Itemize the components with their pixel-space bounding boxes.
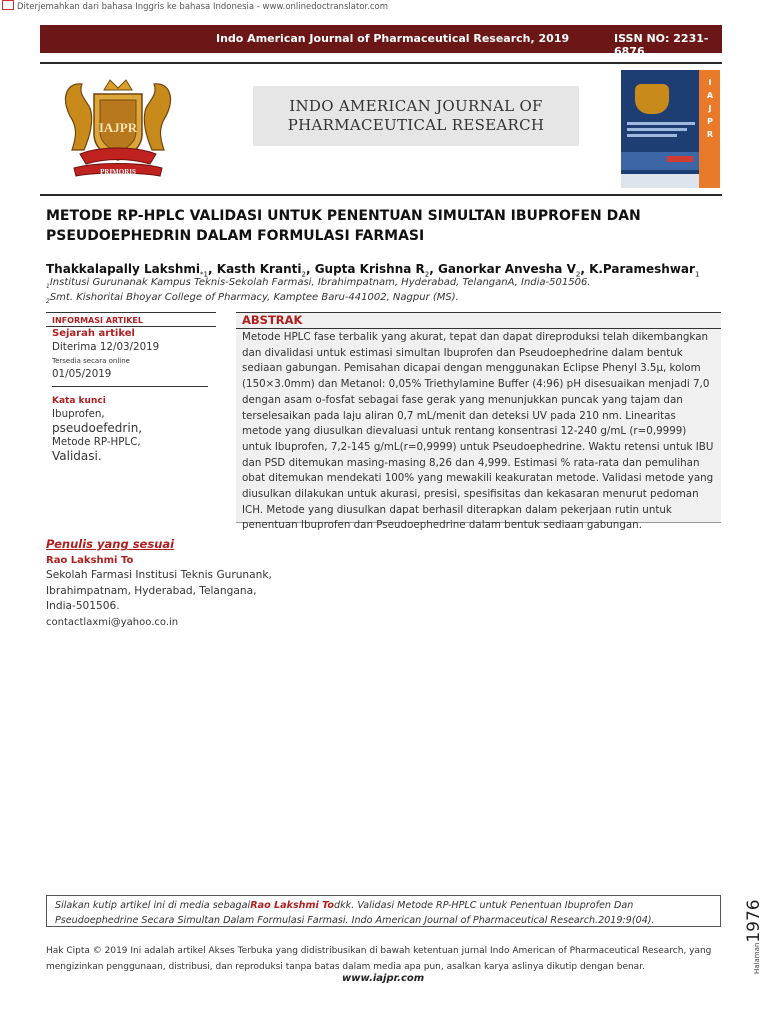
logo-motto: PRIMORIS [100,168,136,176]
page-number [744,884,764,974]
masthead-rule [40,194,722,196]
journal-cover-thumbnail [621,70,720,188]
corresponding-name: Rao Lakshmi To [46,554,134,566]
article-info [46,312,216,463]
online-label: Tersedia secara online [52,357,130,365]
keywords-label: Kata kunci [52,396,106,406]
received-date: Diterima 12/03/2019 [52,341,160,353]
author-name: Kasth Kranti [216,262,302,276]
document-icon [2,0,14,10]
citation-rest: dkk. Validasi Metode RP-HPLC untuk Penentuan Ibuprofen Dan Pseudoephedrine Secara Simultan Dalam Formulasi Farmasi. Indo American Journal of Pharmaceutical Research.2019:9(04). [55,900,655,926]
article-title: METODE RP-HPLC VALIDASI UNTUK PENENTUAN SIMULTAN IBUPROFEN DAN PSEUDOEPHEDRIN DALAM FORMULASI FARMASI [46,208,641,244]
logo-text: IAJPR [98,120,138,135]
journal-title-line1: INDO AMERICAN JOURNAL OF [289,97,543,115]
abstract-section [236,312,721,532]
keyword: pseudoefedrin, [52,421,143,435]
journal-logo [50,76,186,180]
citation-box [46,895,721,927]
author-name: Thakkalapally Lakshmi [46,262,201,276]
abstract-text: Metode HPLC fase terbalik yang akurat, tepat dan dapat direproduksi telah dikembangkan dan divalidasi untuk estimasi simultan Ibuprofen dan Pseudoephedrine dalam bentuk sediaan gabungan. Pemisahan dicapai dengan menggunakan Eclipse Phenyl 3.5μ, kolom (150×3.0mm) dan Metanol: 0,05% Triethylamine Buffer (4:96) pH disesuaikan menjadi 7,0 dengan asam o-fosfat sebagai fase gerak yang menunjukkan puncak yang tajam dan terselesaikan pada laju aliran 0,7 mL/menit dan deteksi UV pada 210 nm. Linearitas metode yang diusulkan dievaluasi untuk rentang konsentrasi 12-240 g/mL (r=0,9999) untuk Ibuprofen, 7,2-145 g/mL(r=0,9999) untuk Pseudoephedrine. Waktu retensi untuk IBU dan PSD ditemukan masing-masing 8,26 dan 4,999. Estimasi % rata-rata dan pemulihan obat ditemukan mendekati 100% yang mewakili keakuratan metode. Validasi metode yang diusulkan dilakukan untuk akurasi, presisi, spesifisitas dan kekasaran menurut pedoman ICH. Metode yang diusulkan dapat berhasil diterapkan dalam pekerjaan rutin untuk penentuan Ibuprofen dan Pseudoephedrine dalam bentuk sediaan gabungan. [242,331,714,532]
corresponding-author [46,537,272,630]
citation-author: Rao Lakshmi To [250,900,335,911]
top-rule [40,62,722,64]
author-name: Ganorkar Anvesha V [437,262,576,276]
cover-letters: I A J P R [706,78,714,139]
corresponding-address-line: Sekolah Farmasi Institusi Teknis Gurunank, [46,569,272,581]
journal-title-line2: PHARMACEUTICAL RESEARCH [287,116,545,134]
corresponding-address-line: Ibrahimpatnam, Hyderabad, Telangana, [46,584,257,597]
page-label: Halaman [753,942,761,974]
page-number-value: 1976 [744,899,764,943]
translation-notice[interactable]: Diterjemahkan dari bahasa Inggris ke bahasa Indonesia - www.onlinedoctranslator.com [0,0,388,12]
copyright-notice: Hak Cipta © 2019 Ini adalah artikel Akses Terbuka yang didistribusikan di bawah ketentuan jurnal Indo American of Pharmaceutical Research, yang mengizinkan penggunaan, distribusi, dan reproduksi tanpa batas dalam media apa pun, asalkan karya aslinya dikutip dengan benar. [46,946,712,972]
citation-prefix: Silakan kutip artikel ini di media sebagai [55,900,251,911]
online-date: 01/05/2019 [52,368,112,380]
abstract-heading: ABSTRAK [242,313,303,327]
author-list: Thakkalapally Lakshmi$_{*1}$, Kasth Kranti$_2$, Gupta Krishna $R_2$, Ganorkar Anvesha $V_2$, K.Parameshwar$_1$ [46,262,700,279]
issn: ISSN NO: 2231-6876 [614,32,709,58]
keyword: Metode RP-HPLC, [52,436,141,448]
corresponding-address-line: India-501506. [46,600,120,612]
cover-badge [667,156,693,162]
journal-year: Indo American Journal of Pharmaceutical Research, 2019 [216,32,570,45]
keyword: Ibuprofen, [52,408,105,420]
affiliation-2: $_2$Smt. Kishoritai Bhoyar College of Pharmacy, Kamptee Baru-441002, Nagpur (MS). [46,292,459,305]
cover-crest-icon [635,84,669,114]
journal-website-link[interactable]: www.iajpr.com [342,973,425,984]
author-name: Gupta Krishna R [314,262,425,276]
info-heading: INFORMASI ARTIKEL [52,316,143,325]
journal-header-band [40,25,722,58]
keyword: Validasi. [52,449,102,463]
journal-title-box [253,86,579,146]
author-name: K.Parameshwar [589,262,695,276]
corresponding-label: Penulis yang sesuai [46,537,175,551]
affiliation-1: $_1$Institusi Gurunanak Kampus Teknis-Sekolah Farmasi, Ibrahimpatnam, Hyderabad, TelanganA, India-501506. [46,277,591,290]
history-label: Sejarah artikel [52,328,135,339]
corresponding-email[interactable]: contactlaxmi@yahoo.co.in [46,616,179,628]
